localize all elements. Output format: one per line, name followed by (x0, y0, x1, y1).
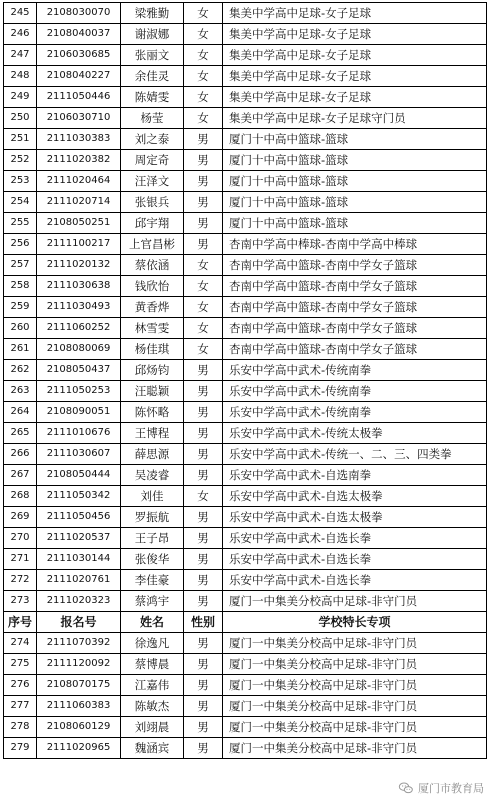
cell-id: 2111030607 (37, 444, 121, 465)
cell-no: 273 (4, 591, 37, 612)
cell-id: 2111050342 (37, 486, 121, 507)
cell-id: 2108070175 (37, 675, 121, 696)
cell-specialty: 乐安中学高中武术-自选长拳 (223, 528, 487, 549)
cell-specialty: 厦门一中集美分校高中足球-非守门员 (223, 675, 487, 696)
cell-no: 248 (4, 66, 37, 87)
cell-specialty: 集美中学高中足球-女子足球 (223, 45, 487, 66)
cell-name: 陈怀略 (121, 402, 184, 423)
cell-sex: 女 (184, 87, 223, 108)
cell-specialty: 厦门十中高中篮球-篮球 (223, 129, 487, 150)
header-name: 姓名 (121, 612, 184, 633)
cell-id: 2108040037 (37, 24, 121, 45)
header-id: 报名号 (37, 612, 121, 633)
cell-sex: 男 (184, 507, 223, 528)
cell-no: 271 (4, 549, 37, 570)
cell-id: 2108030070 (37, 3, 121, 24)
cell-name: 罗振航 (121, 507, 184, 528)
cell-specialty: 乐安中学高中武术-传统太极拳 (223, 423, 487, 444)
table-row (4, 444, 487, 465)
cell-sex: 男 (184, 402, 223, 423)
cell-no: 258 (4, 276, 37, 297)
cell-no: 250 (4, 108, 37, 129)
cell-sex: 男 (184, 360, 223, 381)
cell-specialty: 集美中学高中足球-女子足球 (223, 66, 487, 87)
cell-no: 255 (4, 213, 37, 234)
cell-no: 272 (4, 570, 37, 591)
cell-sex: 男 (184, 444, 223, 465)
cell-specialty: 集美中学高中足球-女子足球 (223, 3, 487, 24)
cell-id: 2111100217 (37, 234, 121, 255)
cell-specialty: 集美中学高中足球-女子足球 (223, 87, 487, 108)
header-sex: 性别 (184, 612, 223, 633)
cell-id: 2111050446 (37, 87, 121, 108)
cell-specialty: 厦门一中集美分校高中足球-非守门员 (223, 591, 487, 612)
watermark (398, 780, 484, 796)
cell-name: 刘翊晨 (121, 717, 184, 738)
cell-sex: 女 (184, 108, 223, 129)
cell-name: 陈敏杰 (121, 696, 184, 717)
table-row (4, 318, 487, 339)
cell-name: 陈婧雯 (121, 87, 184, 108)
cell-no: 265 (4, 423, 37, 444)
table-row (4, 297, 487, 318)
cell-no: 260 (4, 318, 37, 339)
cell-id: 2111020714 (37, 192, 121, 213)
cell-name: 邱炀钧 (121, 360, 184, 381)
cell-no: 276 (4, 675, 37, 696)
cell-sex: 男 (184, 591, 223, 612)
cell-no: 259 (4, 297, 37, 318)
cell-no: 264 (4, 402, 37, 423)
watermark-text: 厦门市教育局 (418, 782, 484, 795)
cell-id: 2111020965 (37, 738, 121, 759)
table-row (4, 87, 487, 108)
cell-id: 2111060383 (37, 696, 121, 717)
cell-id: 2108060129 (37, 717, 121, 738)
table-row (4, 276, 487, 297)
cell-specialty: 厦门十中高中篮球-篮球 (223, 192, 487, 213)
cell-sex: 男 (184, 570, 223, 591)
table-row (4, 3, 487, 24)
table-row (4, 528, 487, 549)
cell-sex: 男 (184, 633, 223, 654)
cell-specialty: 厦门十中高中篮球-篮球 (223, 150, 487, 171)
cell-specialty: 杏南中学高中篮球-杏南中学女子篮球 (223, 318, 487, 339)
cell-id: 2111050456 (37, 507, 121, 528)
table-row (4, 402, 487, 423)
table-row (4, 633, 487, 654)
cell-name: 周定奇 (121, 150, 184, 171)
admission-list-table (3, 2, 487, 759)
cell-id: 2111010676 (37, 423, 121, 444)
cell-specialty: 乐安中学高中武术-传统南拳 (223, 381, 487, 402)
cell-no: 267 (4, 465, 37, 486)
list-rows-bottom (4, 633, 487, 759)
header-specialty: 学校特长专项 (223, 612, 487, 633)
cell-specialty: 杏南中学高中棒球-杏南中学高中棒球 (223, 234, 487, 255)
cell-no: 277 (4, 696, 37, 717)
cell-sex: 男 (184, 465, 223, 486)
cell-specialty: 厦门一中集美分校高中足球-非守门员 (223, 696, 487, 717)
cell-name: 张俊华 (121, 549, 184, 570)
table-row (4, 171, 487, 192)
cell-id: 2111020323 (37, 591, 121, 612)
cell-id: 2111030493 (37, 297, 121, 318)
cell-id: 2106030710 (37, 108, 121, 129)
cell-no: 251 (4, 129, 37, 150)
cell-id: 2111020464 (37, 171, 121, 192)
cell-sex: 男 (184, 423, 223, 444)
table-row (4, 675, 487, 696)
cell-sex: 男 (184, 654, 223, 675)
cell-specialty: 乐安中学高中武术-自选长拳 (223, 549, 487, 570)
cell-specialty: 乐安中学高中武术-自选太极拳 (223, 486, 487, 507)
table-row (4, 654, 487, 675)
table-row (4, 570, 487, 591)
cell-no: 257 (4, 255, 37, 276)
table-row (4, 24, 487, 45)
cell-no: 270 (4, 528, 37, 549)
cell-name: 余佳灵 (121, 66, 184, 87)
cell-no: 247 (4, 45, 37, 66)
cell-name: 王子昂 (121, 528, 184, 549)
cell-sex: 男 (184, 675, 223, 696)
cell-id: 2111020382 (37, 150, 121, 171)
cell-specialty: 杏南中学高中篮球-杏南中学女子篮球 (223, 297, 487, 318)
cell-name: 钱欣怡 (121, 276, 184, 297)
cell-no: 263 (4, 381, 37, 402)
cell-id: 2111030638 (37, 276, 121, 297)
cell-name: 邱宇翔 (121, 213, 184, 234)
cell-name: 吴凌睿 (121, 465, 184, 486)
header-row (4, 612, 487, 633)
cell-specialty: 乐安中学高中武术-自选长拳 (223, 570, 487, 591)
cell-name: 李佳豪 (121, 570, 184, 591)
cell-no: 269 (4, 507, 37, 528)
cell-id: 2108090051 (37, 402, 121, 423)
cell-sex: 女 (184, 24, 223, 45)
cell-sex: 男 (184, 171, 223, 192)
table-row (4, 339, 487, 360)
table-row (4, 66, 487, 87)
cell-no: 253 (4, 171, 37, 192)
cell-id: 2108080069 (37, 339, 121, 360)
cell-no: 266 (4, 444, 37, 465)
table-row (4, 486, 487, 507)
cell-sex: 女 (184, 255, 223, 276)
header-row-group (4, 612, 487, 633)
cell-no: 262 (4, 360, 37, 381)
cell-sex: 男 (184, 528, 223, 549)
cell-specialty: 厦门十中高中篮球-篮球 (223, 213, 487, 234)
cell-specialty: 厦门一中集美分校高中足球-非守门员 (223, 654, 487, 675)
cell-specialty: 厦门一中集美分校高中足球-非守门员 (223, 738, 487, 759)
cell-id: 2111030144 (37, 549, 121, 570)
cell-specialty: 厦门一中集美分校高中足球-非守门员 (223, 717, 487, 738)
cell-no: 252 (4, 150, 37, 171)
cell-sex: 男 (184, 549, 223, 570)
cell-name: 林雪雯 (121, 318, 184, 339)
cell-no: 268 (4, 486, 37, 507)
table-row (4, 45, 487, 66)
cell-sex: 男 (184, 150, 223, 171)
cell-specialty: 乐安中学高中武术-传统一、二、三、四类拳 (223, 444, 487, 465)
table-row (4, 108, 487, 129)
cell-id: 2108050251 (37, 213, 121, 234)
cell-sex: 女 (184, 486, 223, 507)
cell-name: 汪泽文 (121, 171, 184, 192)
table-row (4, 255, 487, 276)
cell-no: 249 (4, 87, 37, 108)
cell-id: 2111120092 (37, 654, 121, 675)
cell-no: 246 (4, 24, 37, 45)
cell-sex: 女 (184, 66, 223, 87)
cell-sex: 男 (184, 234, 223, 255)
cell-specialty: 乐安中学高中武术-传统南拳 (223, 402, 487, 423)
cell-name: 刘佳 (121, 486, 184, 507)
table-row (4, 150, 487, 171)
cell-specialty: 集美中学高中足球-女子足球守门员 (223, 108, 487, 129)
cell-name: 王博程 (121, 423, 184, 444)
cell-id: 2108050444 (37, 465, 121, 486)
table-row (4, 192, 487, 213)
cell-name: 蔡博晨 (121, 654, 184, 675)
cell-name: 谢淑娜 (121, 24, 184, 45)
cell-no: 279 (4, 738, 37, 759)
cell-name: 徐逸凡 (121, 633, 184, 654)
cell-id: 2111060252 (37, 318, 121, 339)
cell-sex: 男 (184, 717, 223, 738)
cell-id: 2106030685 (37, 45, 121, 66)
cell-specialty: 乐安中学高中武术-传统南拳 (223, 360, 487, 381)
cell-no: 245 (4, 3, 37, 24)
table-row (4, 423, 487, 444)
cell-specialty: 杏南中学高中篮球-杏南中学女子篮球 (223, 339, 487, 360)
cell-name: 梁雅勤 (121, 3, 184, 24)
cell-id: 2111050253 (37, 381, 121, 402)
cell-name: 杨莹 (121, 108, 184, 129)
table-row (4, 507, 487, 528)
cell-specialty: 厦门一中集美分校高中足球-非守门员 (223, 633, 487, 654)
cell-name: 黄香烨 (121, 297, 184, 318)
cell-name: 蔡鸿宇 (121, 591, 184, 612)
cell-sex: 女 (184, 339, 223, 360)
cell-id: 2108050437 (37, 360, 121, 381)
table-row (4, 738, 487, 759)
table-row (4, 549, 487, 570)
cell-specialty: 乐安中学高中武术-自选太极拳 (223, 507, 487, 528)
cell-sex: 女 (184, 3, 223, 24)
cell-sex: 女 (184, 318, 223, 339)
cell-name: 张银兵 (121, 192, 184, 213)
cell-id: 2111020132 (37, 255, 121, 276)
cell-name: 汪聪颖 (121, 381, 184, 402)
cell-specialty: 杏南中学高中篮球-杏南中学女子篮球 (223, 255, 487, 276)
cell-sex: 女 (184, 45, 223, 66)
cell-sex: 女 (184, 276, 223, 297)
cell-name: 蔡依涵 (121, 255, 184, 276)
table-row (4, 591, 487, 612)
cell-id: 2108040227 (37, 66, 121, 87)
table-row (4, 717, 487, 738)
cell-no: 261 (4, 339, 37, 360)
cell-no: 275 (4, 654, 37, 675)
wechat-icon (398, 780, 414, 796)
cell-name: 杨佳琪 (121, 339, 184, 360)
cell-specialty: 杏南中学高中篮球-杏南中学女子篮球 (223, 276, 487, 297)
cell-no: 278 (4, 717, 37, 738)
cell-name: 薛思源 (121, 444, 184, 465)
cell-id: 2111020537 (37, 528, 121, 549)
cell-id: 2111070392 (37, 633, 121, 654)
cell-id: 2111020761 (37, 570, 121, 591)
cell-sex: 男 (184, 213, 223, 234)
cell-no: 254 (4, 192, 37, 213)
cell-sex: 男 (184, 381, 223, 402)
cell-name: 魏涵宾 (121, 738, 184, 759)
cell-sex: 男 (184, 129, 223, 150)
table-row (4, 381, 487, 402)
cell-id: 2111030383 (37, 129, 121, 150)
cell-name: 江嘉伟 (121, 675, 184, 696)
cell-sex: 男 (184, 192, 223, 213)
table-row (4, 360, 487, 381)
table-row (4, 213, 487, 234)
cell-name: 刘之泰 (121, 129, 184, 150)
table-row (4, 234, 487, 255)
header-no: 序号 (4, 612, 37, 633)
cell-name: 张丽文 (121, 45, 184, 66)
cell-sex: 男 (184, 738, 223, 759)
cell-name: 上官昌彬 (121, 234, 184, 255)
cell-sex: 男 (184, 696, 223, 717)
cell-no: 256 (4, 234, 37, 255)
table-row (4, 465, 487, 486)
table-row (4, 129, 487, 150)
cell-specialty: 厦门十中高中篮球-篮球 (223, 171, 487, 192)
cell-sex: 女 (184, 297, 223, 318)
cell-specialty: 乐安中学高中武术-自选南拳 (223, 465, 487, 486)
table-row (4, 696, 487, 717)
list-rows-top (4, 3, 487, 612)
cell-specialty: 集美中学高中足球-女子足球 (223, 24, 487, 45)
cell-no: 274 (4, 633, 37, 654)
